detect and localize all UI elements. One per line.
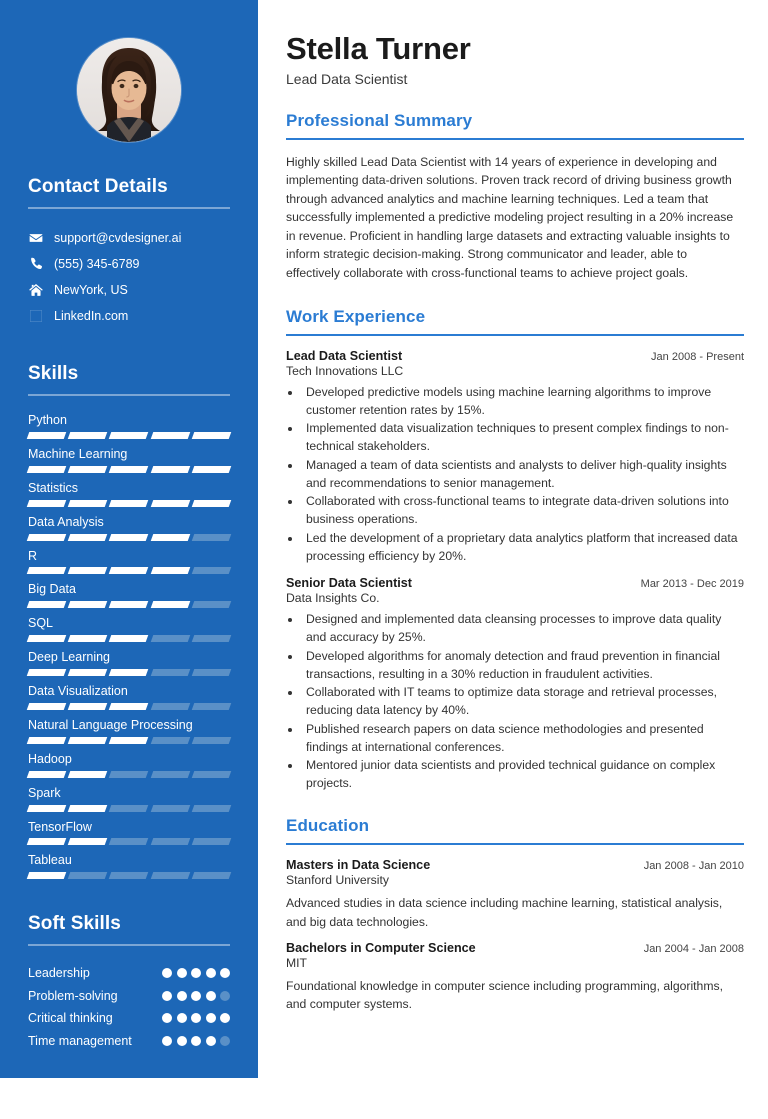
rating-dot bbox=[206, 1013, 216, 1023]
soft-skill-rating bbox=[162, 988, 230, 1001]
skill-level-bar bbox=[28, 635, 230, 642]
skill-level-bar bbox=[28, 703, 230, 710]
skill-name: TensorFlow bbox=[28, 819, 92, 834]
rating-dot bbox=[162, 991, 172, 1001]
education-entry bbox=[286, 858, 744, 931]
avatar-wrap bbox=[28, 0, 230, 142]
skill-row bbox=[28, 683, 230, 710]
work-experience-list bbox=[286, 349, 744, 793]
skill-row bbox=[28, 852, 230, 879]
contact-item-email[interactable] bbox=[28, 225, 230, 251]
skill-row bbox=[28, 819, 230, 846]
work-entry-organization: Tech Innovations LLC bbox=[286, 363, 404, 378]
skill-level-segment bbox=[109, 872, 149, 879]
rating-dot bbox=[162, 1013, 172, 1023]
skill-row bbox=[28, 480, 230, 507]
education-list bbox=[286, 858, 744, 1013]
skill-level-segment bbox=[68, 872, 108, 879]
rating-dot bbox=[177, 991, 187, 1001]
skill-name: Spark bbox=[28, 785, 61, 800]
skill-level-bar bbox=[28, 534, 230, 541]
rating-dot bbox=[206, 968, 216, 978]
work-entry-date: Jan 2008 - Present bbox=[651, 350, 744, 363]
rating-dot bbox=[220, 1013, 230, 1023]
skill-level-segment bbox=[27, 771, 67, 778]
skill-level-bar bbox=[28, 567, 230, 574]
skill-name: Hadoop bbox=[28, 751, 72, 766]
skill-level-segment bbox=[109, 432, 149, 439]
skill-level-bar bbox=[28, 872, 230, 879]
skill-level-segment bbox=[68, 805, 108, 812]
list-item: • Collaborated with cross-functional teams to integrate data-driven solutions into business operations. bbox=[302, 492, 744, 528]
skill-level-segment bbox=[27, 466, 67, 473]
work-entry-title: Lead Data Scientist bbox=[286, 348, 403, 363]
skill-level-bar bbox=[28, 500, 230, 507]
profile-photo-illustration bbox=[77, 38, 181, 142]
contact-list bbox=[28, 225, 230, 329]
contact-item-location[interactable] bbox=[28, 277, 230, 303]
soft-skill-rating bbox=[162, 965, 230, 978]
list-item: • Led the development of a proprietary data analytics platform that increased data processing efficiency by 20%. bbox=[302, 529, 744, 565]
skill-level-segment bbox=[27, 737, 67, 744]
contact-details-heading: Contact Details bbox=[28, 176, 168, 197]
skills-list bbox=[28, 412, 230, 879]
skill-level-segment bbox=[68, 669, 108, 676]
skill-level-segment bbox=[27, 500, 67, 507]
work-entry-header bbox=[286, 576, 744, 590]
soft-skills-list bbox=[28, 962, 230, 1052]
education-heading: Education bbox=[286, 816, 370, 836]
skill-level-segment bbox=[68, 466, 108, 473]
skill-name: Statistics bbox=[28, 480, 79, 495]
soft-skill-name: Problem-solving bbox=[28, 988, 118, 1003]
soft-skill-row bbox=[28, 985, 230, 1008]
soft-skill-row bbox=[28, 1030, 230, 1053]
skill-level-segment bbox=[192, 432, 232, 439]
skill-level-segment bbox=[109, 466, 149, 473]
skill-row bbox=[28, 717, 230, 744]
soft-skill-name: Time management bbox=[28, 1033, 132, 1048]
rating-dot bbox=[191, 991, 201, 1001]
skill-level-segment bbox=[27, 703, 67, 710]
skill-level-segment bbox=[109, 703, 149, 710]
skill-level-segment bbox=[150, 601, 190, 608]
skill-level-segment bbox=[68, 567, 108, 574]
soft-skills-divider bbox=[28, 944, 230, 946]
skill-level-segment bbox=[109, 500, 149, 507]
education-entry-description: Advanced studies in data science including machine learning, statistical analysis, and big data technologies. bbox=[286, 896, 723, 929]
skill-level-segment bbox=[150, 805, 190, 812]
contact-linkedin-value: LinkedIn.com bbox=[54, 308, 129, 323]
skill-level-segment bbox=[27, 838, 67, 845]
skill-level-segment bbox=[150, 771, 190, 778]
skill-level-segment bbox=[150, 466, 190, 473]
skill-name: Tableau bbox=[28, 853, 72, 868]
soft-skill-row bbox=[28, 1007, 230, 1030]
skill-level-segment bbox=[109, 737, 149, 744]
skill-level-segment bbox=[150, 703, 190, 710]
skill-level-segment bbox=[192, 534, 232, 541]
soft-skills-heading: Soft Skills bbox=[28, 913, 121, 935]
skill-level-segment bbox=[192, 872, 232, 879]
languages-heading: Languages bbox=[28, 1086, 130, 1108]
phone-icon bbox=[28, 257, 43, 272]
skill-level-segment bbox=[109, 771, 149, 778]
skill-level-segment bbox=[27, 669, 67, 676]
rating-dot bbox=[220, 1036, 230, 1046]
rating-dot bbox=[191, 968, 201, 978]
work-entry bbox=[286, 349, 744, 565]
work-entry-date: Mar 2013 - Dec 2019 bbox=[640, 578, 744, 591]
education-entry-description: Foundational knowledge in computer science including programming, algorithms, and computer systems. bbox=[286, 979, 723, 1012]
professional-summary-text: Highly skilled Lead Data Scientist with 14 years of experience in developing and implementing data-driven solutions. Proven track record of driving business growth through advanced analytics and machine learning techniques. Led a team that successfully implemented a predictive modeling project resulting in a 20% increase in revenue. Proficient in handling large datasets and extracting valuable insights to inform strategic decision-making. Strong communicator and leader, able to effectively collaborate with cross-functional teams to achieve project goals. bbox=[286, 154, 734, 280]
work-entry-organization: Data Insights Co. bbox=[286, 591, 380, 606]
skill-level-segment bbox=[150, 669, 190, 676]
rating-dot bbox=[206, 991, 216, 1001]
list-item: • Implemented data visualization techniques to present complex findings to non-technical stakeholders. bbox=[302, 419, 744, 455]
skill-level-segment bbox=[192, 500, 232, 507]
rating-dot bbox=[162, 1036, 172, 1046]
skill-level-bar bbox=[28, 737, 230, 744]
skill-name: Deep Learning bbox=[28, 650, 111, 665]
skill-level-segment bbox=[27, 432, 67, 439]
skill-level-segment bbox=[192, 567, 232, 574]
list-item: • Developed predictive models using machine learning algorithms to improve customer retention rates by 15%. bbox=[302, 383, 744, 419]
contact-item-phone[interactable] bbox=[28, 251, 230, 277]
contact-item-linkedin[interactable] bbox=[28, 303, 230, 329]
work-entry-bullets bbox=[302, 610, 744, 792]
skill-level-segment bbox=[192, 635, 232, 642]
skill-row bbox=[28, 581, 230, 608]
skill-level-bar bbox=[28, 669, 230, 676]
list-item: • Managed a team of data scientists and analysts to deliver high-quality insights and recommendations to senior management. bbox=[302, 456, 744, 492]
skill-name: Data Visualization bbox=[28, 684, 128, 698]
soft-skill-rating bbox=[162, 1033, 230, 1046]
work-entry-header bbox=[286, 349, 744, 363]
skill-level-segment bbox=[68, 703, 108, 710]
skill-level-segment bbox=[68, 737, 108, 744]
soft-skill-rating bbox=[162, 1010, 230, 1023]
linkedin-icon bbox=[28, 309, 43, 324]
skill-name: Machine Learning bbox=[28, 446, 128, 461]
skill-level-segment bbox=[27, 534, 67, 541]
rating-dot bbox=[162, 968, 172, 978]
skill-level-segment bbox=[192, 669, 232, 676]
rating-dot bbox=[177, 1013, 187, 1023]
skill-name: SQL bbox=[28, 616, 54, 631]
soft-skill-name: Leadership bbox=[28, 966, 90, 981]
education-entry-header bbox=[286, 858, 744, 872]
home-icon bbox=[28, 283, 43, 298]
skill-level-bar bbox=[28, 838, 230, 845]
skill-level-segment bbox=[150, 500, 190, 507]
skill-name: Python bbox=[28, 413, 67, 427]
list-item: • Collaborated with IT teams to optimize data storage and retrieval processes, reducing data latency by 40%. bbox=[302, 683, 744, 719]
skill-level-segment bbox=[27, 872, 67, 879]
skill-level-segment bbox=[192, 601, 232, 608]
education-entry-institution: MIT bbox=[286, 956, 307, 971]
skill-level-segment bbox=[150, 432, 190, 439]
avatar bbox=[77, 38, 181, 142]
skill-level-segment bbox=[192, 771, 232, 778]
skill-level-segment bbox=[68, 534, 108, 541]
skill-level-segment bbox=[68, 771, 108, 778]
skill-level-segment bbox=[68, 838, 108, 845]
skill-name: Big Data bbox=[28, 582, 76, 597]
job-role: Lead Data Scientist bbox=[286, 70, 408, 87]
education-entry bbox=[286, 941, 744, 1014]
education-entry-institution: Stanford University bbox=[286, 873, 389, 888]
skill-row bbox=[28, 548, 230, 575]
list-item: • Designed and implemented data cleansing processes to improve data quality and accuracy by 25%. bbox=[302, 610, 744, 646]
soft-skill-row bbox=[28, 962, 230, 985]
rating-dot bbox=[220, 968, 230, 978]
skill-level-segment bbox=[192, 838, 232, 845]
skill-level-segment bbox=[27, 601, 67, 608]
skill-name: R bbox=[28, 548, 38, 563]
skill-row bbox=[28, 751, 230, 778]
education-divider bbox=[286, 843, 744, 845]
skill-level-segment bbox=[150, 534, 190, 541]
work-entry-title: Senior Data Scientist bbox=[286, 576, 412, 591]
skill-level-segment bbox=[27, 635, 67, 642]
skill-level-segment bbox=[109, 567, 149, 574]
rating-dot bbox=[177, 968, 187, 978]
contact-location-value: NewYork, US bbox=[54, 282, 128, 297]
skill-level-segment bbox=[150, 737, 190, 744]
skill-level-segment bbox=[192, 466, 232, 473]
professional-summary-heading: Professional Summary bbox=[286, 110, 473, 130]
work-entry-bullets bbox=[302, 383, 744, 565]
skills-divider bbox=[28, 394, 230, 396]
skill-level-segment bbox=[68, 500, 108, 507]
envelope-icon bbox=[28, 231, 43, 246]
skills-heading: Skills bbox=[28, 363, 79, 384]
skill-level-bar bbox=[28, 432, 230, 439]
skill-row bbox=[28, 615, 230, 642]
list-item: • Published research papers on data science methodologies and presented findings at international conferences. bbox=[302, 720, 744, 756]
contact-divider bbox=[28, 207, 230, 209]
list-item: • Mentored junior data scientists and provided technical guidance on complex projects. bbox=[302, 756, 744, 792]
education-entry-title: Bachelors in Computer Science bbox=[286, 941, 476, 956]
skill-row bbox=[28, 446, 230, 473]
skill-level-segment bbox=[150, 872, 190, 879]
skill-level-segment bbox=[27, 567, 67, 574]
rating-dot bbox=[177, 1036, 187, 1046]
soft-skill-name: Critical thinking bbox=[28, 1011, 113, 1026]
sidebar bbox=[0, 0, 258, 1108]
contact-phone-value: (555) 345-6789 bbox=[54, 256, 140, 271]
skill-row bbox=[28, 785, 230, 812]
skill-row bbox=[28, 649, 230, 676]
skill-level-segment bbox=[109, 534, 149, 541]
skill-level-segment bbox=[109, 669, 149, 676]
list-item: • Developed algorithms for anomaly detection and fraud prevention in financial transactions, resulting in a 30% reduction in fraudulent activities. bbox=[302, 647, 744, 683]
skill-level-bar bbox=[28, 466, 230, 473]
skill-level-segment bbox=[192, 805, 232, 812]
skill-level-segment bbox=[109, 838, 149, 845]
rating-dot bbox=[220, 991, 230, 1001]
skill-name: Natural Language Processing bbox=[28, 717, 193, 732]
skill-row bbox=[28, 514, 230, 541]
work-entry bbox=[286, 576, 744, 792]
skill-level-segment bbox=[109, 635, 149, 642]
education-entry-date: Jan 2004 - Jan 2008 bbox=[643, 943, 744, 956]
work-experience-heading: Work Experience bbox=[286, 306, 426, 326]
skill-level-segment bbox=[150, 838, 190, 845]
contact-email-value: support@cvdesigner.ai bbox=[54, 230, 182, 245]
rating-dot bbox=[206, 1036, 216, 1046]
skill-level-segment bbox=[109, 601, 149, 608]
professional-summary-divider bbox=[286, 138, 744, 140]
skill-level-segment bbox=[192, 737, 232, 744]
skill-name: Data Analysis bbox=[28, 514, 104, 529]
skill-level-bar bbox=[28, 805, 230, 812]
skill-row bbox=[28, 412, 230, 439]
skill-level-segment bbox=[68, 635, 108, 642]
skill-level-segment bbox=[68, 432, 108, 439]
work-experience-divider bbox=[286, 334, 744, 336]
skill-level-segment bbox=[27, 805, 67, 812]
skill-level-bar bbox=[28, 771, 230, 778]
skill-level-segment bbox=[150, 567, 190, 574]
main-content bbox=[258, 0, 768, 1078]
education-entry-header bbox=[286, 941, 744, 955]
skill-level-segment bbox=[109, 805, 149, 812]
skill-level-segment bbox=[68, 601, 108, 608]
skill-level-segment bbox=[192, 703, 232, 710]
rating-dot bbox=[191, 1013, 201, 1023]
skill-level-bar bbox=[28, 601, 230, 608]
skill-level-segment bbox=[150, 635, 190, 642]
rating-dot bbox=[191, 1036, 201, 1046]
page-title: Stella Turner bbox=[286, 31, 471, 66]
education-entry-date: Jan 2008 - Jan 2010 bbox=[643, 860, 744, 873]
education-entry-title: Masters in Data Science bbox=[286, 858, 431, 873]
